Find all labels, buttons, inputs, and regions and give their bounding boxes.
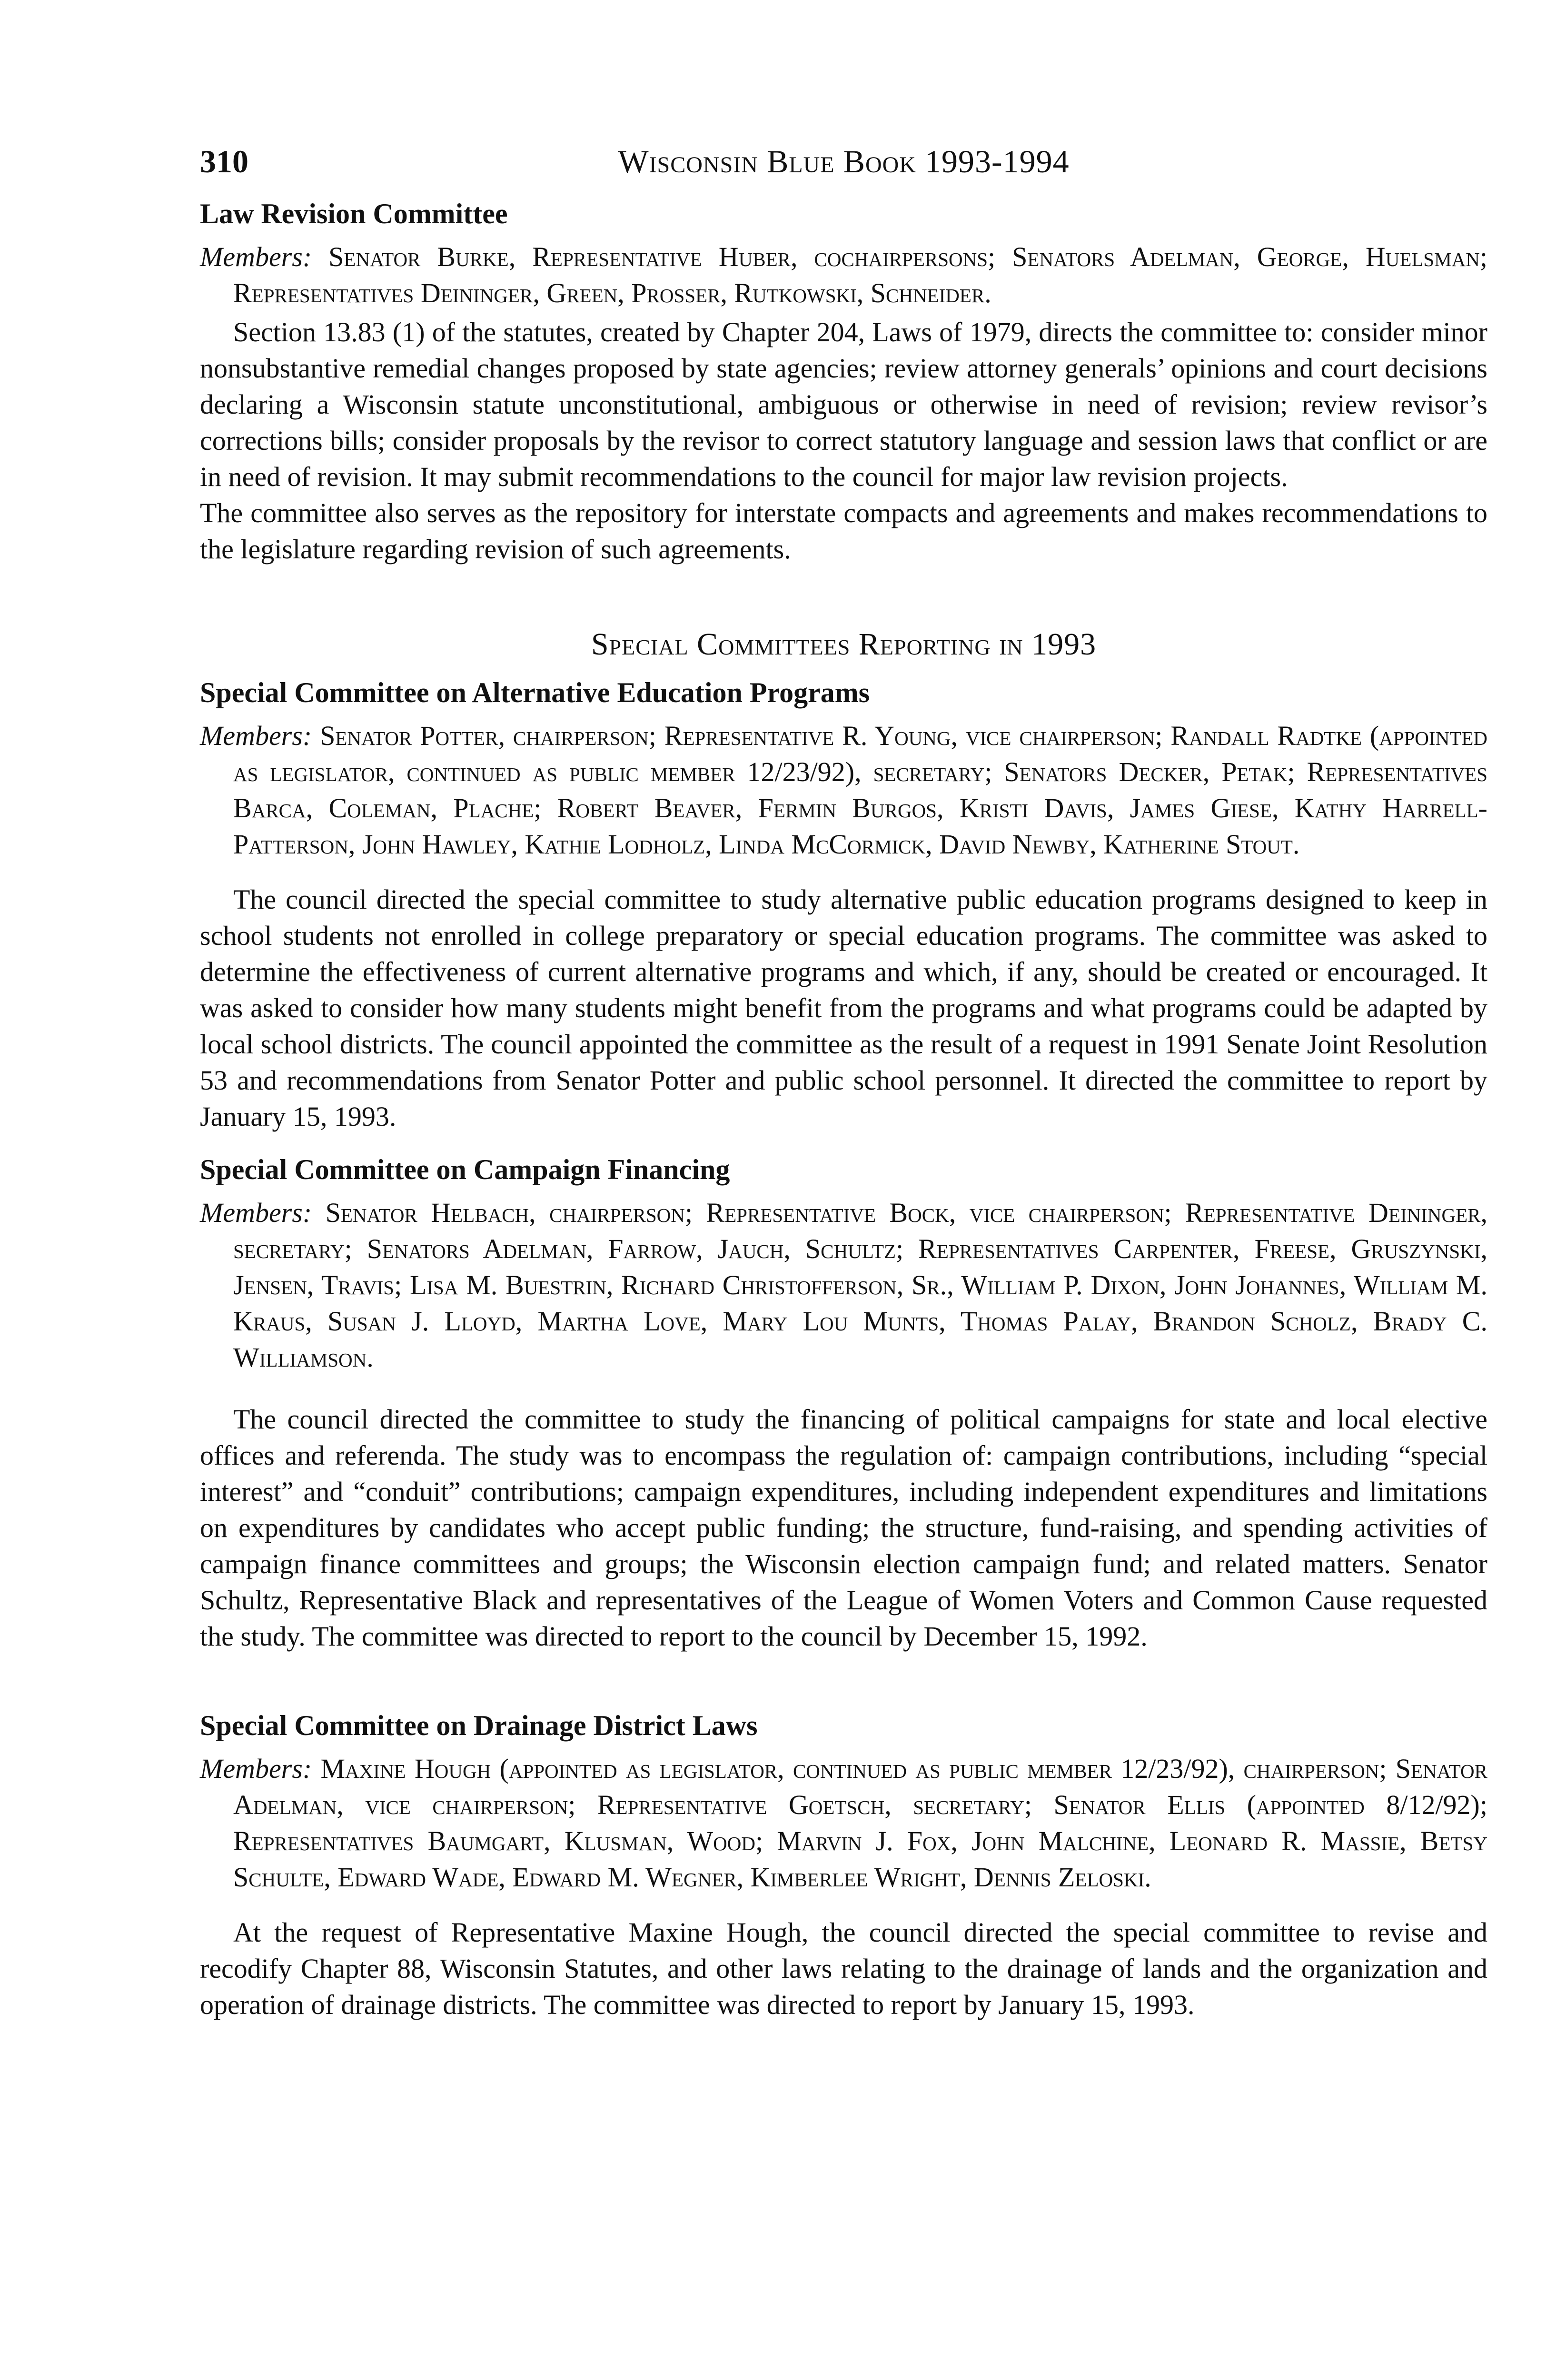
alternative-education-heading: Special Committee on Alternative Education Programs — [200, 677, 870, 708]
alternative-education-section — [200, 674, 1487, 1135]
members-label: Members: — [200, 1197, 312, 1228]
law-revision-paragraph-1: Section 13.83 (1) of the statutes, created by Chapter 204, Laws of 1979, directs the committee to: consider minor nonsubstantive remedial changes proposed by state agencies; review attorney generals’ opinions and court decisions declaring a Wisconsin statute unconstitutional, ambiguous or otherwise in need of revision; review revisor’s corrections bills; consider proposals by the revisor to correct statutory language and session laws that conflict or are in need of revision. It may submit recommendations to the council for major law revision projects. — [200, 317, 1487, 492]
alternative-education-members — [200, 718, 1487, 863]
special-committees-title: Special Committees Reporting in 1993 — [591, 627, 1097, 662]
campaign-financing-paragraph: The council directed the committee to study the financing of political campaigns for state and local elective offices and referenda. The study was to encompass the regulation of: campaign contributions, including “special interest” and “conduit” contributions; campaign expenditures, including independent expenditures and limitations on expenditures by candidates who accept public funding; the structure, fund-raising, and spending activities of campaign finance committees and groups; the Wisconsin election campaign fund; and related matters. Senator Schultz, Representative Black and representatives of the League of Women Voters and Common Cause requested the study. The committee was directed to report to the council by December 15, 1992. — [200, 1404, 1487, 1652]
drainage-district-section — [200, 1707, 1487, 2023]
drainage-district-members — [200, 1751, 1487, 1895]
campaign-financing-heading: Special Committee on Campaign Financing — [200, 1154, 730, 1185]
members-label: Members: — [200, 241, 312, 272]
campaign-financing-members — [200, 1195, 1487, 1376]
document-page — [200, 143, 1487, 2023]
drainage-district-heading: Special Committee on Drainage District Laws — [200, 1710, 758, 1741]
members-list: Senator Potter, chairperson; Representative R. Young, vice chairperson; Randall Radtke (appointed as legislator, continued as public member 12/23/92), secretary; Senators Decker, Petak; Representatives Barca, Coleman, Plache; Robert Beaver, Fermin Burgos, Kristi Davis, James Giese, Kathy Harrell-Patterson, John Hawley, Kathie Lodholz, Linda McCormick, David Newby, Katherine Stout. — [233, 720, 1488, 860]
law-revision-section — [200, 195, 1487, 567]
drainage-district-paragraph: At the request of Representative Maxine Hough, the council directed the special committee to revise and recodify Chapter 88, Wisconsin Statutes, and other laws relating to the drainage of lands and the organization and operation of drainage districts. The committee was directed to report by January 15, 1993. — [200, 1917, 1487, 2020]
law-revision-paragraph-2: The committee also serves as the repository for interstate compacts and agreements and makes recommendations to the legislature regarding revision of such agreements. — [200, 497, 1487, 565]
members-list: Maxine Hough (appointed as legislator, continued as public member 12/23/92), chairperson; Senator Adelman, vice chairperson; Representative Goetsch, secretary; Senator Ellis (appointed 8/12/92); Representatives Baumgart, Klusman, Wood; Marvin J. Fox, John Malchine, Leonard R. Massie, Betsy Schulte, Edward Wade, Edward M. Wegner, Kimberlee Wright, Dennis Zeloski. — [233, 1753, 1488, 1893]
page-number: 310 — [200, 143, 248, 179]
law-revision-heading: Law Revision Committee — [200, 198, 508, 229]
members-label: Members: — [200, 720, 312, 751]
members-list: Senator Burke, Representative Huber, cochairpersons; Senators Adelman, George, Huelsman; Representatives Deininger, Green, Prosser, Rutkowski, Schneider. — [233, 241, 1487, 308]
members-list: Senator Helbach, chairperson; Representative Bock, vice chairperson; Representative Deininger, secretary; Senators Adelman, Farrow, Jauch, Schultz; Representatives Carpenter, Freese, Gruszynski, Jensen, Travis; Lisa M. Buestrin, Richard Christofferson, Sr., William P. Dixon, John Johannes, William M. Kraus, Susan J. Lloyd, Martha Love, Mary Lou Munts, Thomas Palay, Brandon Scholz, Brady C. Williamson. — [233, 1197, 1488, 1373]
members-label: Members: — [200, 1753, 312, 1784]
book-title: Wisconsin Blue Book 1993-1994 — [618, 143, 1070, 179]
campaign-financing-section — [200, 1151, 1487, 1655]
alternative-education-paragraph: The council directed the special committee to study alternative public education programs designed to keep in school students not enrolled in college preparatory or special education programs. The committee was asked to determine the effectiveness of current alternative programs and which, if any, should be created or encouraged. It was asked to consider how many students might benefit from the programs and what programs could be adapted by local school districts. The council appointed the committee as the result of a request in 1991 Senate Joint Resolution 53 and recommendations from Senator Potter and public school personnel. It directed the committee to report by January 15, 1993. — [200, 884, 1487, 1132]
law-revision-members — [200, 239, 1487, 311]
running-head — [200, 143, 1487, 195]
